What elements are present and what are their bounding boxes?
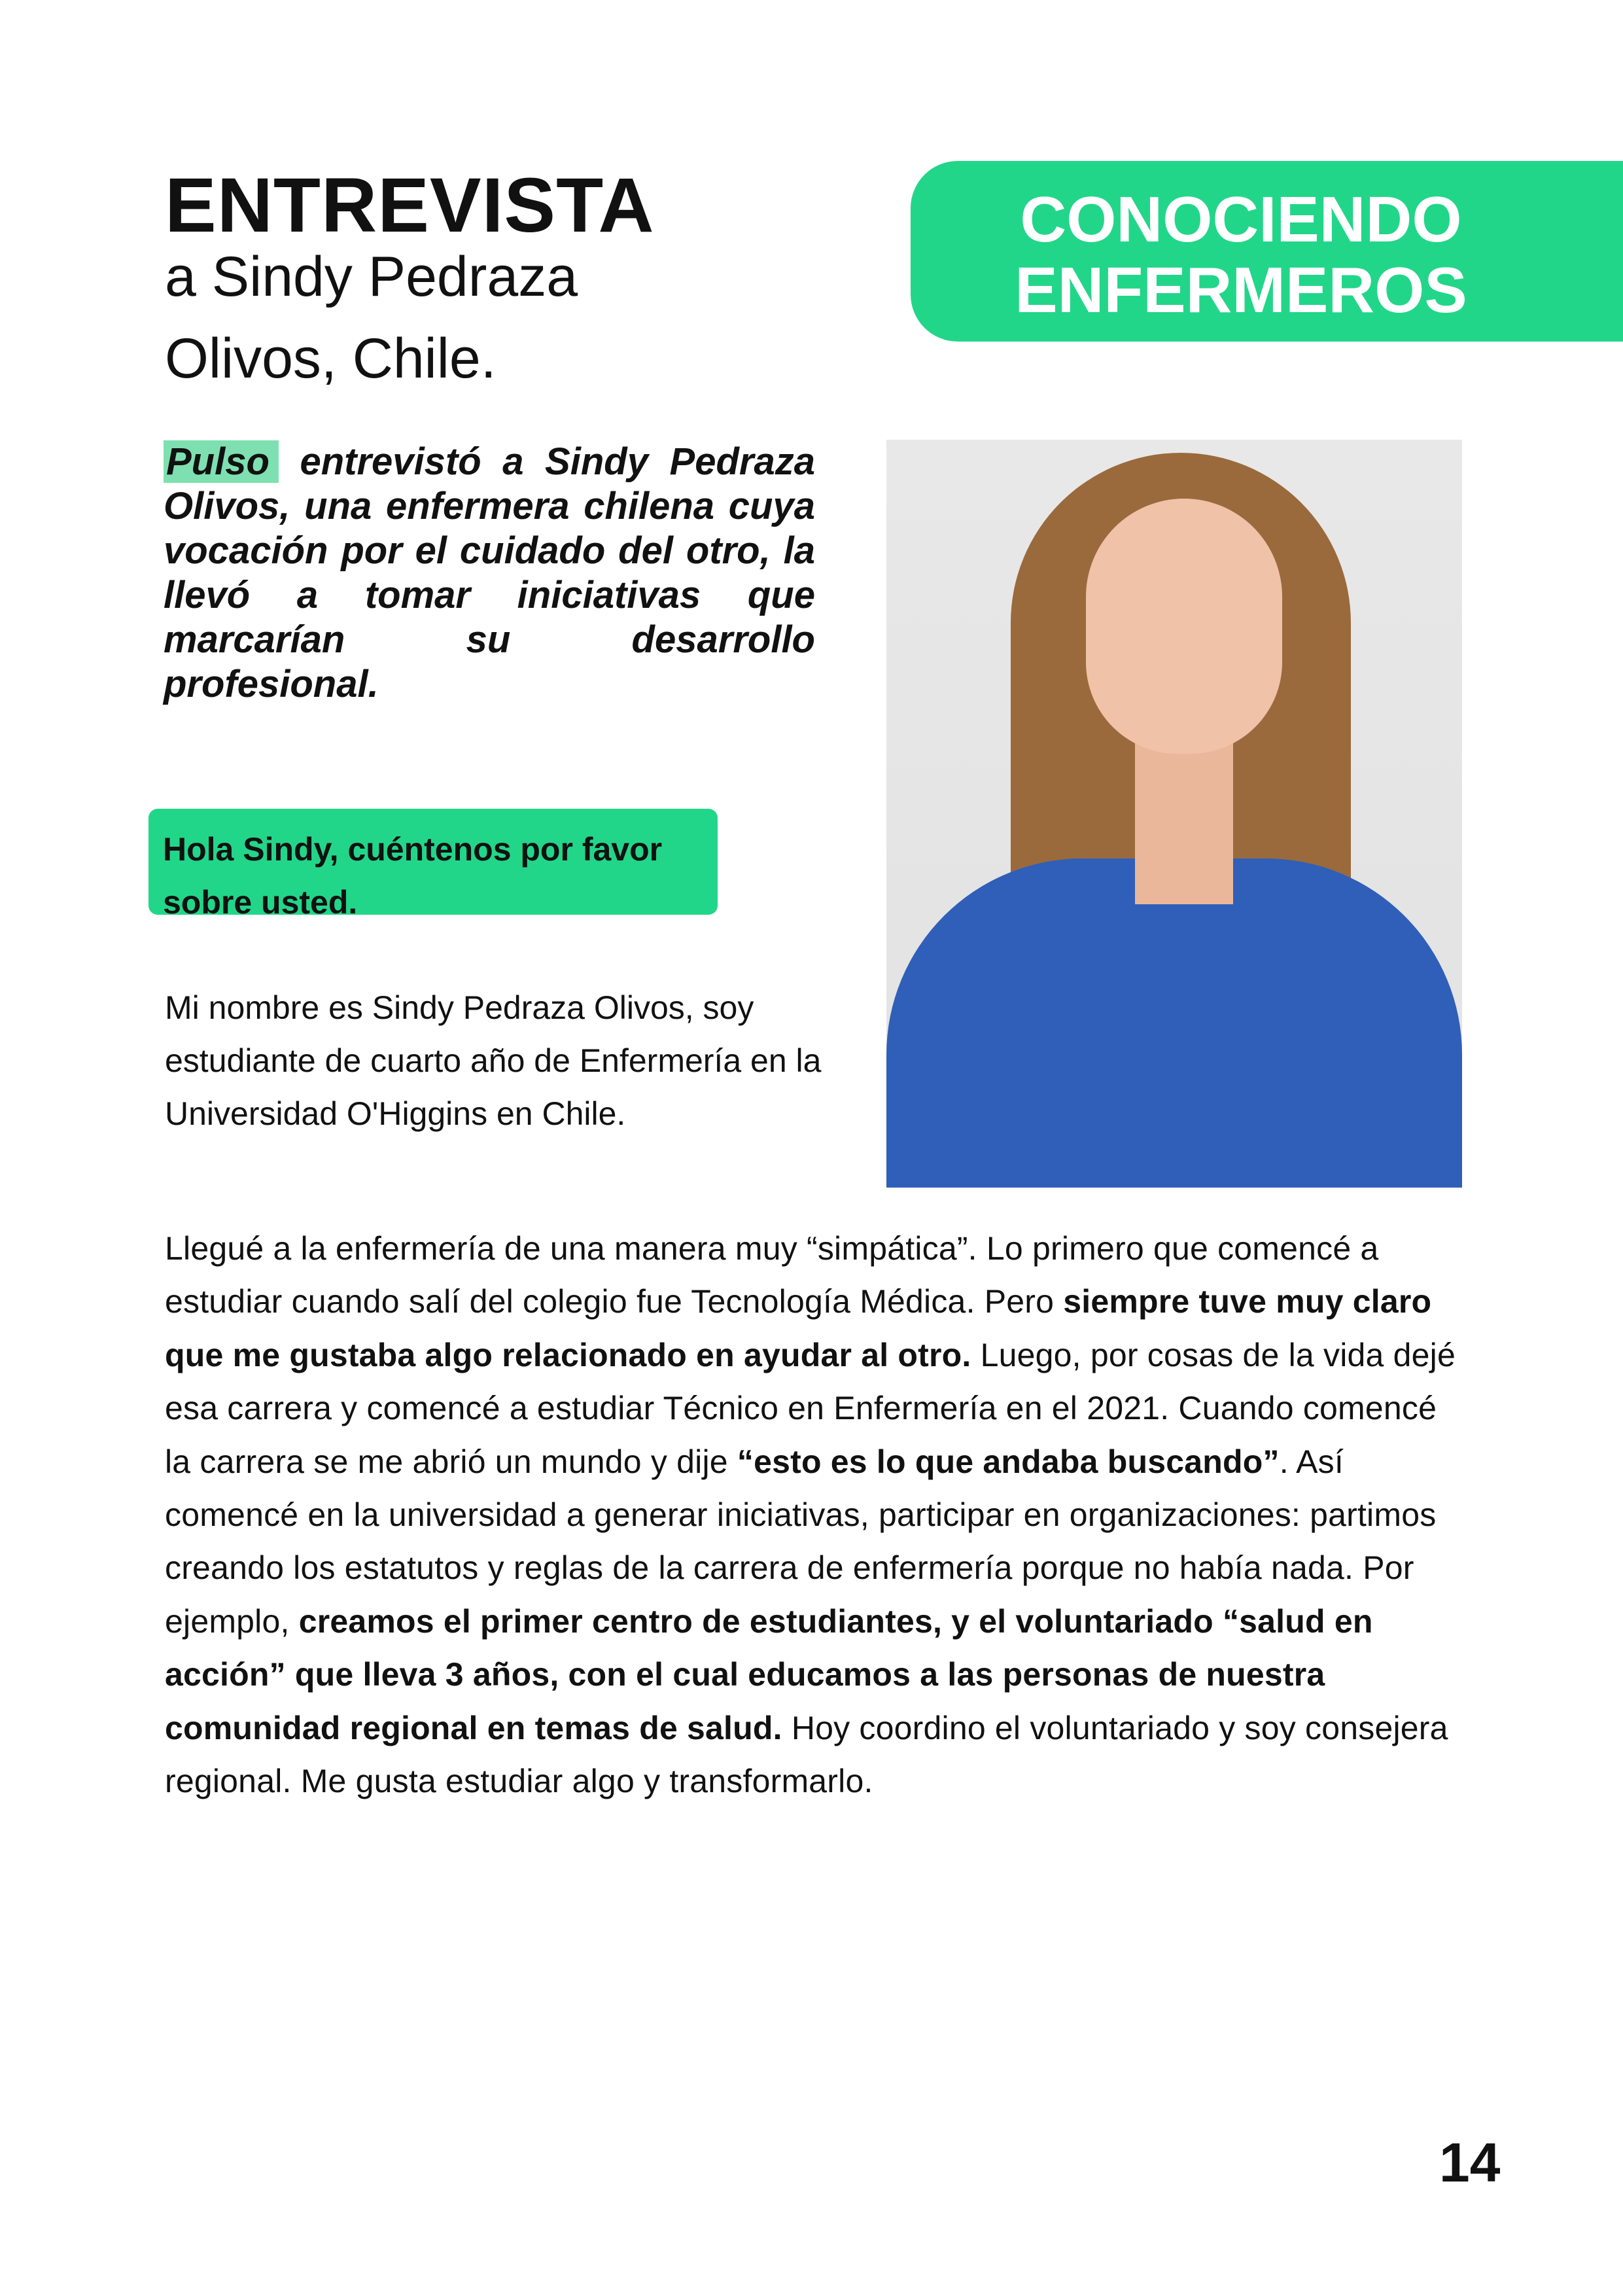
body-text-2: Luego, por cosas de la vida dejé esa carrera y comencé a estudiar Técnico en Enfermería en el 2021. Cuando comencé la carrera se me abrió un mundo y dije xyxy=(165,1336,1456,1480)
interviewee-name: a Sindy Pedraza xyxy=(165,245,578,308)
body-bold-2: “esto es lo que andaba buscando” xyxy=(737,1443,1280,1480)
intro-text: entrevistó a Sindy Pedraza Olivos, una enfermera chilena cuya vocación por el cuidado del otro, la llevó a tomar iniciativas que marcarían su desarrollo profesional. xyxy=(164,440,815,705)
question-box xyxy=(148,809,718,921)
banner-line-1: CONOCIENDO xyxy=(1020,183,1462,255)
photo-face-shape xyxy=(1086,499,1282,754)
answer-intro: Mi nombre es Sindy Pedraza Olivos, soy estudiante de cuarto año de Enfermería en la Universidad O'Higgins en Chile. xyxy=(165,989,822,1132)
body-paragraph xyxy=(165,1222,1467,1808)
intro-highlight: Pulso xyxy=(164,440,279,483)
body-bold-1: siempre tuve muy claro que me gustaba algo relacionado en ayudar al otro. xyxy=(165,1283,1432,1373)
page-title: ENTREVISTA xyxy=(165,162,655,249)
interviewee-photo xyxy=(886,440,1462,1188)
body-bold-3: creamos el primer centro de estudiantes, y el voluntariado “salud en acción” que lleva 3 años, con el cual educamos a las personas de nuestra comunidad regional en temas de salud. xyxy=(165,1602,1373,1746)
photo-scrubs-shape xyxy=(886,858,1462,1188)
interviewee-location: Olivos, Chile. xyxy=(165,327,497,390)
body-text-1: Llegué a la enfermería de una manera muy “simpática”. Lo primero que comencé a estudiar cuando salí del colegio fue Tecnología Médica. Pero xyxy=(165,1230,1379,1320)
body-text-4: Hoy coordino el voluntariado y soy consejera regional. Me gusta estudiar algo y transformarlo. xyxy=(165,1709,1448,1800)
photo-neck-shape xyxy=(1135,734,1233,904)
body-text-3: . Así comencé en la universidad a generar iniciativas, participar en organizaciones: partimos creando los estatutos y reglas de la carrera de enfermería porque no había nada. Por ejemplo, xyxy=(165,1443,1437,1640)
section-banner xyxy=(911,161,1623,342)
intro-paragraph xyxy=(164,440,815,707)
page-number: 14 xyxy=(1439,2132,1501,2193)
question-text: Hola Sindy, cuéntenos por favor sobre usted. xyxy=(163,831,663,921)
banner-line-2: ENFERMEROS xyxy=(1015,254,1467,326)
